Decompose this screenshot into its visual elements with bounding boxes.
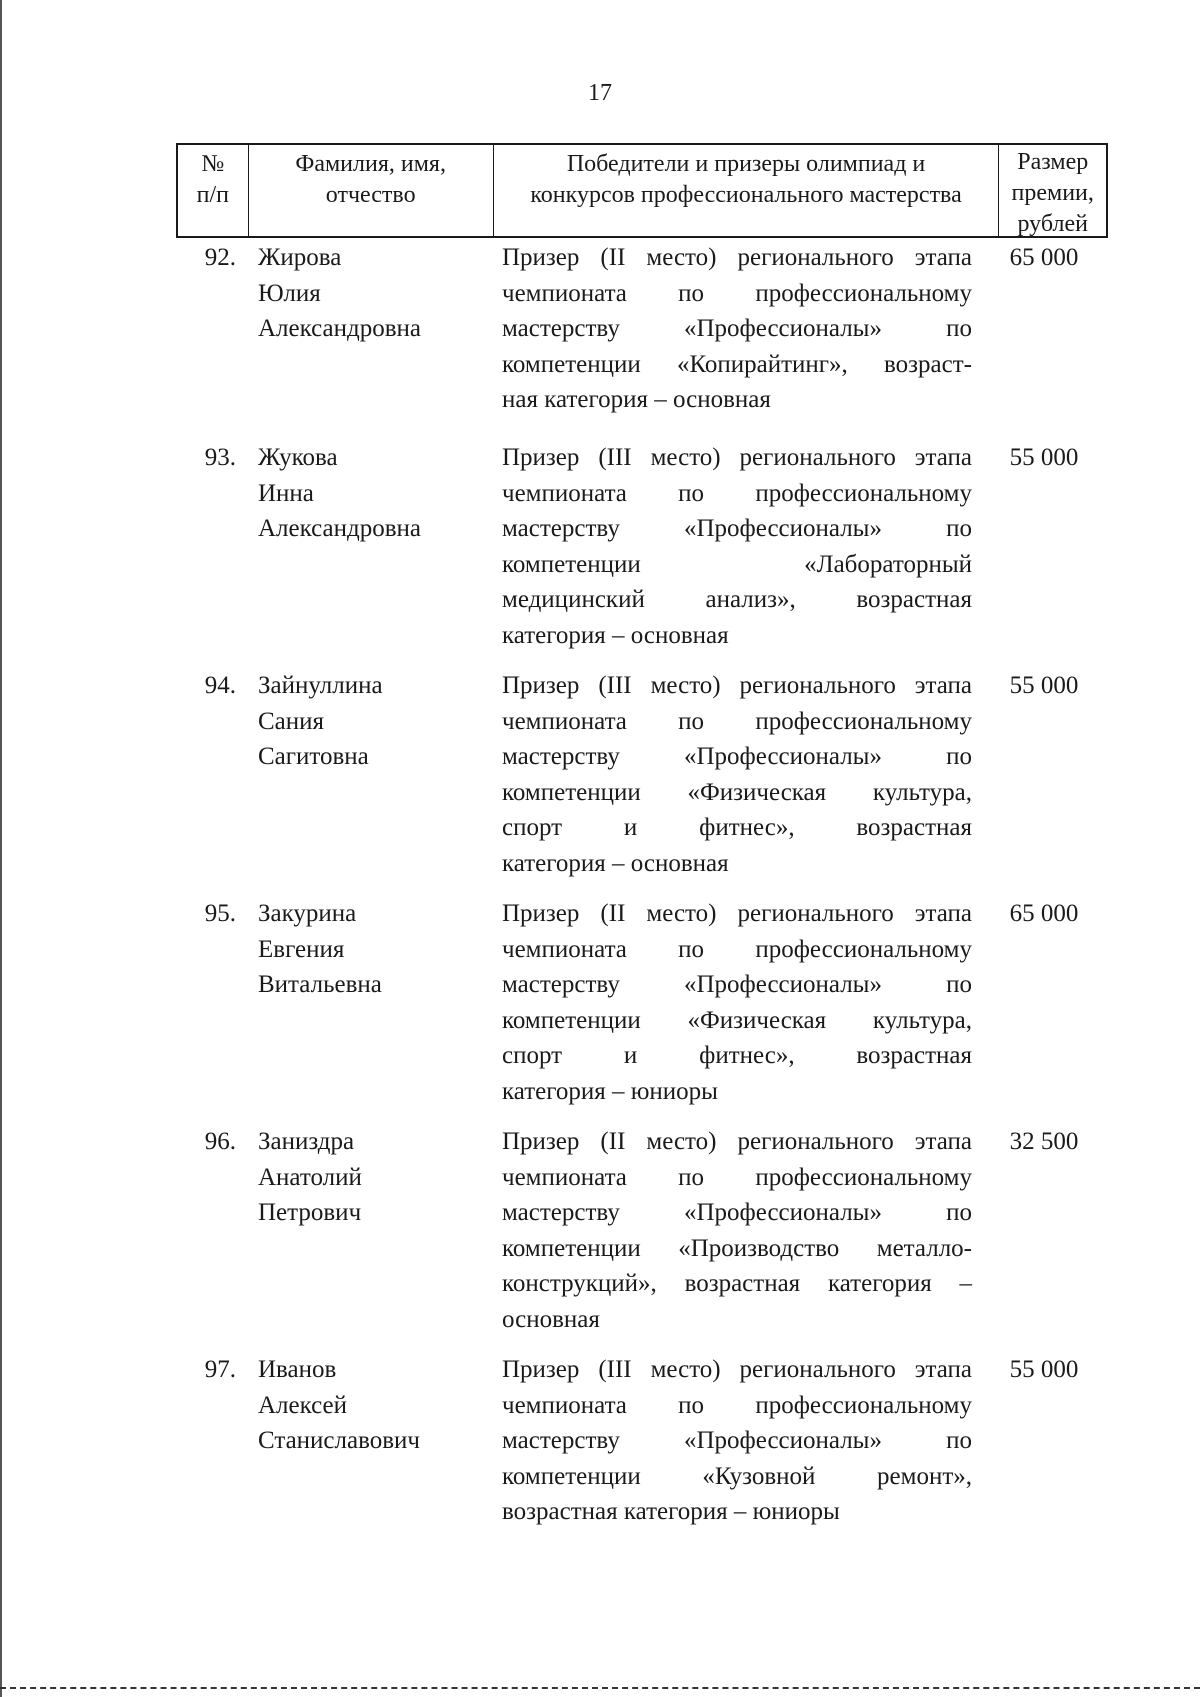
page-number: 17 [588, 80, 612, 106]
surname: Иванов [258, 1356, 337, 1383]
description-line: чемпионата по профессиональному [502, 935, 972, 963]
description-line: компетенции «Производство металло- [502, 1234, 972, 1262]
header-description-line: конкурсов профессионального мастерства [530, 182, 962, 208]
table-row [176, 668, 1108, 896]
description-line: чемпионата по профессиональному [502, 1163, 972, 1191]
table-row [176, 896, 1108, 1124]
row-description [492, 240, 972, 440]
row-prize: 65 000 [1009, 900, 1079, 927]
row-prize: 32 500 [1009, 1128, 1079, 1155]
row-prize: 55 000 [1009, 672, 1079, 699]
row-description [492, 896, 972, 1124]
row-description [492, 668, 972, 896]
table-header [176, 143, 1108, 238]
row-name [246, 668, 492, 896]
description-line: конструкций», возрастная категория – [502, 1270, 972, 1297]
row-description [492, 1124, 972, 1352]
row-number: 93. [204, 444, 236, 471]
row-description [492, 1352, 972, 1552]
row-number: 92. [204, 244, 236, 271]
header-no-line: п/п [196, 182, 230, 208]
row-name [246, 896, 492, 1124]
description-line: мастерству «Профессионалы» по [502, 315, 972, 342]
row-prize: 65 000 [1009, 244, 1079, 271]
row-prize: 55 000 [1009, 444, 1079, 471]
description-line: чемпионата по профессиональному [502, 1391, 972, 1419]
description-line: Призер (II место) регионального этапа [502, 1128, 972, 1155]
header-prize [998, 145, 1106, 236]
row-name [246, 1352, 492, 1552]
first-name: Анатолий [258, 1163, 362, 1191]
patronymic: Александровна [258, 315, 422, 342]
row-number: 94. [204, 672, 236, 699]
surname: Заниздра [258, 1128, 355, 1155]
description-line: категория – основная [502, 621, 729, 649]
row-name [246, 1124, 492, 1352]
description-line: компетенции «Физическая культура, [502, 1006, 972, 1034]
surname: Жукова [258, 444, 338, 471]
description-line: спорт и фитнес», возрастная [502, 1042, 972, 1069]
header-prize-line: Размер [1017, 149, 1089, 175]
description-line: спорт и фитнес», возрастная [502, 814, 972, 841]
patronymic: Станиславович [258, 1427, 420, 1454]
header-description-line: Победители и призеры олимпиад и [566, 151, 926, 177]
description-line: чемпионата по профессиональному [502, 279, 972, 307]
description-line: ная категория – основная [502, 386, 771, 413]
table-row [176, 240, 1108, 440]
description-line: компетенции «Кузовной ремонт», [502, 1462, 972, 1490]
row-prize: 55 000 [1009, 1356, 1079, 1383]
first-name: Алексей [258, 1391, 348, 1419]
header-prize-line: рублей [1017, 211, 1088, 237]
first-name: Инна [258, 479, 314, 507]
surname: Закурина [258, 900, 357, 927]
description-line: компетенции «Лабораторный [502, 550, 972, 578]
table-body [176, 240, 1108, 1552]
patronymic: Витальевна [258, 971, 382, 998]
description-line: мастерству «Профессионалы» по [502, 971, 972, 998]
description-line: возрастная категория – юниоры [502, 1498, 840, 1525]
row-name [246, 440, 492, 668]
header-description [493, 145, 999, 236]
description-line: Призер (II место) регионального этапа [502, 244, 972, 271]
header-name-line: отчество [325, 182, 416, 208]
header-no-line: № [201, 151, 225, 177]
row-number: 97. [204, 1356, 236, 1383]
description-line: Призер (III место) регионального этапа [502, 444, 972, 471]
row-name [246, 240, 492, 440]
scan-left-edge [0, 0, 2, 1697]
description-line: чемпионата по профессиональному [502, 479, 972, 507]
description-line: мастерству «Профессионалы» по [502, 1427, 972, 1454]
description-line: мастерству «Профессионалы» по [502, 515, 972, 542]
patronymic: Петрович [258, 1199, 362, 1226]
description-line: компетенции «Копирайтинг», возраст- [502, 350, 972, 378]
table-row [176, 1124, 1108, 1352]
description-line: медицинский анализ», возрастная [502, 586, 972, 613]
table-row [176, 1352, 1108, 1552]
first-name: Евгения [258, 935, 345, 963]
scan-bottom-edge [0, 1687, 1200, 1689]
first-name: Сания [258, 707, 325, 735]
header-no [178, 145, 248, 236]
description-line: категория – основная [502, 849, 729, 877]
surname: Зайнуллина [258, 672, 383, 699]
row-number: 96. [204, 1128, 236, 1155]
description-line: компетенции «Физическая культура, [502, 778, 972, 806]
row-number: 95. [204, 900, 236, 927]
surname: Жирова [258, 244, 342, 271]
description-line: Призер (III место) регионального этапа [502, 1356, 972, 1383]
header-name [248, 145, 493, 236]
row-description [492, 440, 972, 668]
description-line: мастерству «Профессионалы» по [502, 1199, 972, 1226]
patronymic: Александровна [258, 515, 422, 542]
description-line: мастерству «Профессионалы» по [502, 743, 972, 770]
description-line: чемпионата по профессиональному [502, 707, 972, 735]
description-line: категория – юниоры [502, 1077, 718, 1105]
header-name-line: Фамилия, имя, [295, 151, 446, 177]
table-row [176, 440, 1108, 668]
patronymic: Сагитовна [258, 743, 369, 770]
first-name: Юлия [258, 279, 321, 307]
description-line: основная [502, 1305, 600, 1333]
description-line: Призер (II место) регионального этапа [502, 900, 972, 927]
header-prize-line: премии, [1011, 180, 1094, 206]
description-line: Призер (III место) регионального этапа [502, 672, 972, 699]
